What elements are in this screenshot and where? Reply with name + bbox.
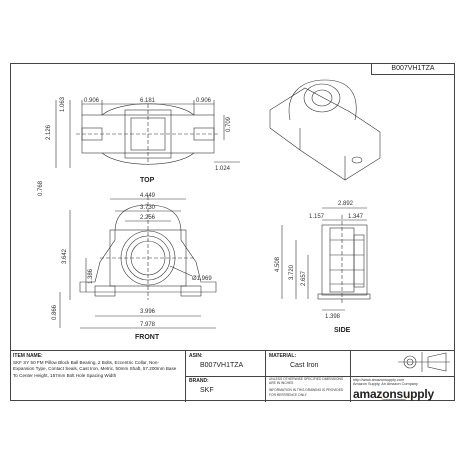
view-label-side: SIDE <box>334 327 351 334</box>
brand-cell <box>350 351 455 402</box>
dim-front-4449: 4.449 <box>140 193 156 199</box>
dim-front-2256: 2.256 <box>140 215 156 221</box>
dim-side-1398: 1.398 <box>325 314 341 320</box>
amazon-supply-logo: amazonsupply <box>353 387 434 401</box>
view-label-top: TOP <box>140 177 155 184</box>
drawing-notes <box>269 377 344 400</box>
material-cell <box>265 351 350 402</box>
title-block <box>10 350 455 401</box>
dim-top-0906-right: 0.906 <box>196 98 212 104</box>
dim-side-1347: 1.347 <box>348 214 364 220</box>
dim-side-4508: 4.508 <box>275 256 281 272</box>
dim-top-1063: 1.063 <box>60 96 66 112</box>
asin-label: ASIN: <box>189 353 203 359</box>
dim-side-2657: 2.657 <box>301 270 307 286</box>
material-value: Cast Iron <box>290 362 319 369</box>
dim-side-3720: 3.720 <box>289 264 295 280</box>
side-view <box>282 208 370 310</box>
view-label-front: FRONT <box>135 334 160 341</box>
dim-front-0866: 0.866 <box>52 304 58 320</box>
dim-top-0906-left: 0.906 <box>84 98 100 104</box>
top-view <box>56 100 240 168</box>
dim-top-1024: 1.024 <box>215 166 231 172</box>
dim-front-bore: Ø1.969 <box>192 276 212 282</box>
dim-front-1386: 1.386 <box>88 268 94 284</box>
front-view <box>60 196 216 328</box>
item-name-cell <box>10 351 185 402</box>
dim-front-3996: 3.996 <box>140 309 156 315</box>
amazon-smile-icon <box>381 397 407 400</box>
dim-side-1157: 1.157 <box>309 214 325 220</box>
note-reference: INFORMATION IN THIS DRAWING IS PROVIDED FOR REFERENCE ONLY <box>269 388 344 397</box>
part-number-box: B007VH1TZA <box>371 63 455 75</box>
site-tagline: Amazon Supply, An Amazon Company <box>353 382 418 386</box>
dim-front-3730: 3.730 <box>140 205 156 211</box>
dim-top-0709: 0.709 <box>226 116 232 132</box>
dim-side-2892: 2.892 <box>338 201 354 207</box>
dim-front-7978: 7.978 <box>140 322 156 328</box>
asin-brand-cell <box>185 351 265 402</box>
material-label: MATERIAL: <box>269 353 297 359</box>
dim-top-0768: 0.768 <box>38 180 44 196</box>
dim-top-2126: 2.126 <box>46 124 52 140</box>
note-units: UNLESS OTHERWISE SPECIFIED DIMENSIONS ARE IN INCHES <box>269 377 344 386</box>
dim-top-6181: 6.181 <box>140 98 156 104</box>
item-name-label: ITEM NAME: <box>13 353 43 359</box>
brand-label: BRAND: <box>189 378 209 384</box>
site-url: http://www.amazonsupply.com <box>353 378 404 382</box>
dim-front-3642: 3.642 <box>62 248 68 264</box>
asin-value: B007VH1TZA <box>200 362 244 369</box>
brand-value: SKF <box>200 387 214 394</box>
item-description: SKF SY 50 FM Pillow Block Ball Bearing, 2 Bolts, Eccentric Collar, Non-Expansion Type, Contact Seals, Cast Iron, Metric, 50mm Shaft, 57.200mm Base To Center Height, 157mm Bolt Hole Spacing Width <box>13 360 177 378</box>
isometric-view <box>270 80 380 180</box>
